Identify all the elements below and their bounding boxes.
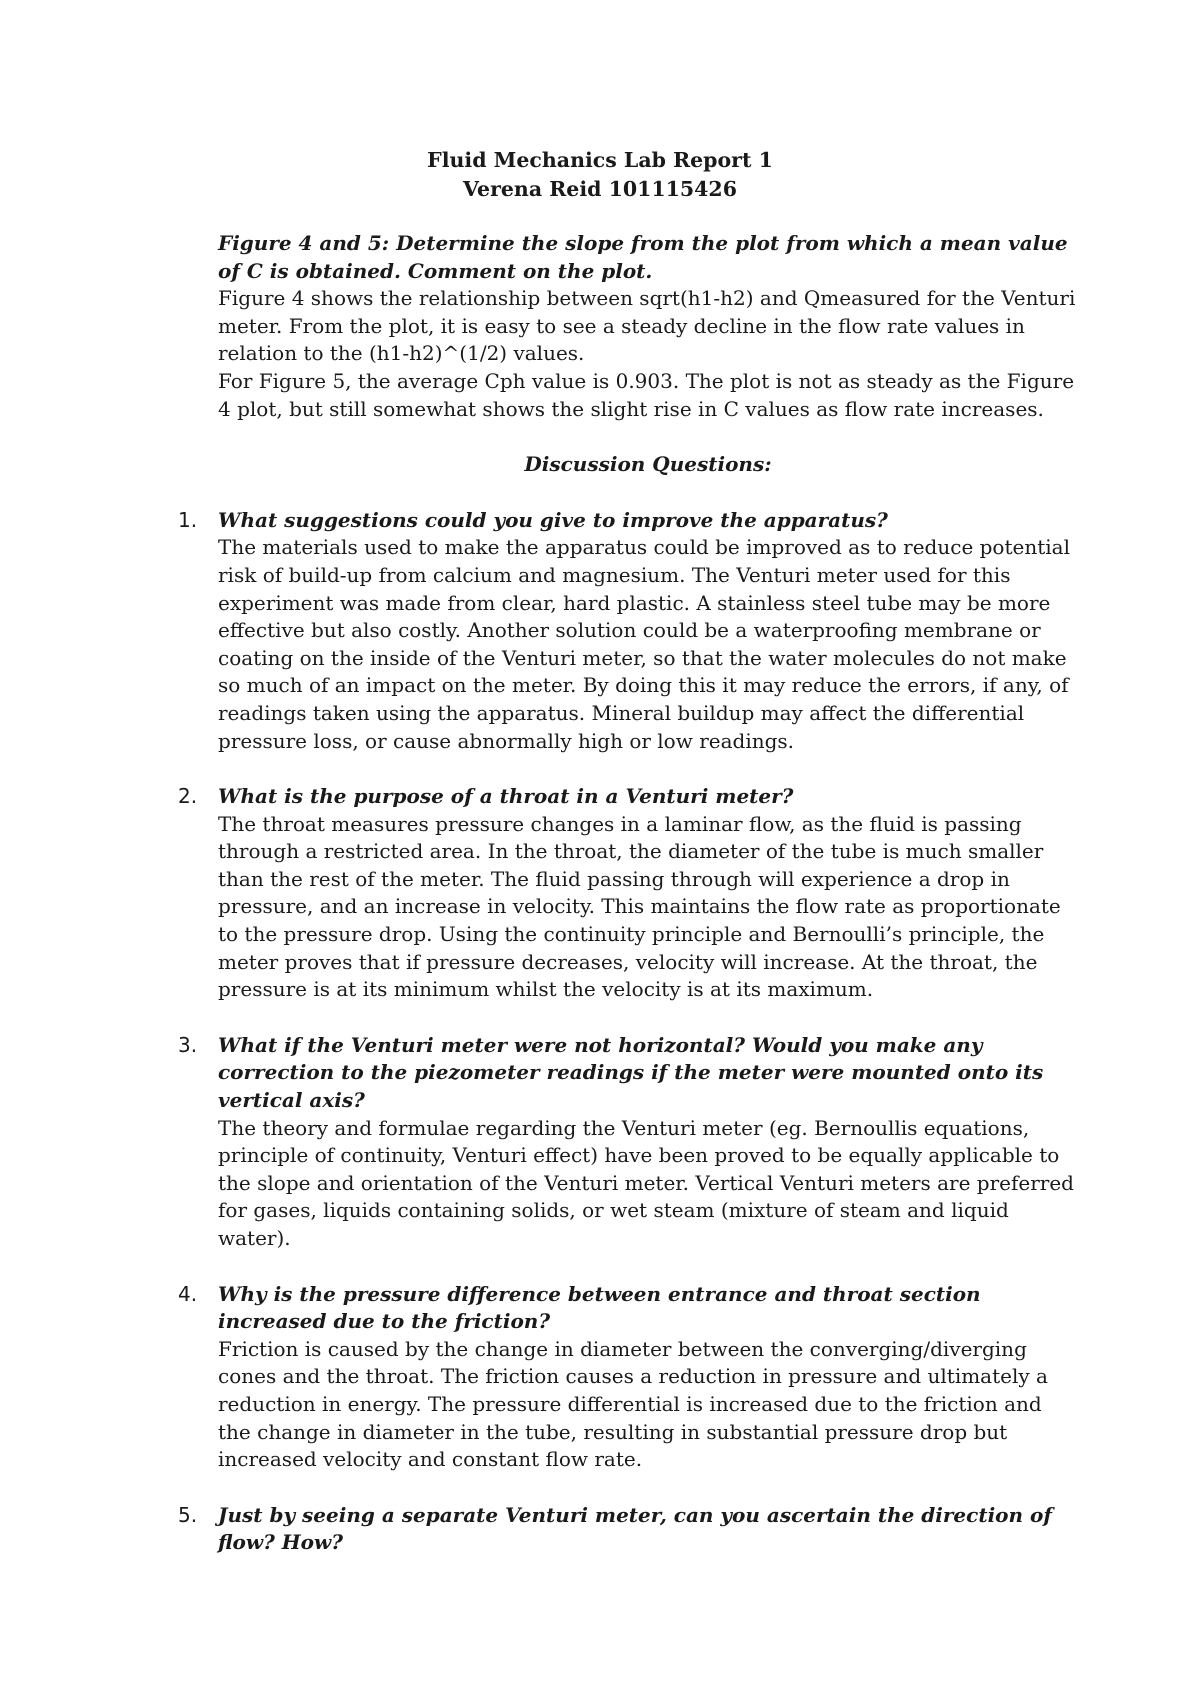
question-text: What if the Venturi meter were not horizontal? Would you make any correction to the piezometer readings if the meter were mounted onto its vertical axis? xyxy=(218,1032,1044,1113)
question-text: Why is the pressure difference between entrance and throat section increased due to the friction? xyxy=(218,1281,981,1334)
question-answer: The theory and formulae regarding the Venturi meter (eg. Bernoullis equations, principle of continuity, Venturi effect) have been proved to be equally applicable to the slope and orientation of the Venturi meter. Vertical Venturi meters are preferred for gases, liquids containing solids, or wet steam (mixture of steam and liquid water). xyxy=(218,1115,1074,1250)
report-title: Fluid Mechanics Lab Report 1 xyxy=(427,148,773,172)
intro-paragraph-2: For Figure 5, the average Cph value is 0.903. The plot is not as steady as the Figure 4 plot, but still somewhat shows the slight rise in C values as flow rate increases. xyxy=(218,368,1075,421)
question-number: 1. xyxy=(178,507,198,532)
intro-question: Figure 4 and 5: Determine the slope from the plot from which a mean value of C is obtained. Comment on the plot. xyxy=(218,231,1068,283)
question-item-2 xyxy=(178,783,1078,1004)
question-answer: The materials used to make the apparatus could be improved as to reduce potential risk of build-up from calcium and magnesium. The Venturi meter used for this experiment was made from clear, hard plastic. A stainless steel tube may be more effective but also costly. Another solution could be a waterproofing membrane or coating on the inside of the Venturi meter, so that the water molecules do not make so much of an impact on the meter. By doing this it may reduce the errors, if any, of readings taken using the apparatus. Mineral buildup may affect the differential pressure loss, or cause abnormally high or low readings. xyxy=(218,535,1070,753)
question-item-3 xyxy=(178,1032,1078,1253)
question-number: 4. xyxy=(178,1281,198,1306)
title-block xyxy=(0,146,1200,204)
question-answer: The throat measures pressure changes in a laminar flow, as the fluid is passing through a restricted area. In the throat, the diameter of the tube is much smaller than the rest of the meter. The fluid passing through will experience a drop in pressure, and an increase in velocity. This maintains the flow rate as proportionate to the pressure drop. Using the continuity principle and Bernoulli’s principle, the meter proves that if pressure decreases, velocity will increase. At the throat, the pressure is at its minimum whilst the velocity is at its maximum. xyxy=(218,811,1061,1002)
author-line: Verena Reid 101115426 xyxy=(463,177,737,201)
question-number: 5. xyxy=(178,1502,198,1527)
question-item-5 xyxy=(178,1502,1078,1557)
question-text: What is the purpose of a throat in a Venturi meter? xyxy=(218,784,794,809)
question-item-4 xyxy=(178,1281,1078,1474)
discussion-heading: Discussion Questions: xyxy=(524,452,772,477)
intro-paragraph-1: Figure 4 shows the relationship between sqrt(h1-h2) and Qmeasured for the Venturi meter. From the plot, it is easy to see a steady decline in the flow rate values in relation to the (h1-h2)^(1/2) values. xyxy=(218,286,1076,366)
question-number: 2. xyxy=(178,784,198,809)
question-item-1 xyxy=(178,507,1078,755)
question-answer: Friction is caused by the change in diameter between the converging/diverging cones and the throat. The friction causes a reduction in pressure and ultimately a reduction in energy. The pressure differential is increased due to the friction and the change in diameter in the tube, resulting in substantial pressure drop but increased velocity and constant flow rate. xyxy=(218,1336,1048,1472)
question-text: Just by seeing a separate Venturi meter, can you ascertain the direction of flow? How? xyxy=(218,1502,1052,1555)
question-number: 3. xyxy=(178,1032,198,1057)
document-body xyxy=(178,230,1078,1585)
question-text: What suggestions could you give to improve the apparatus? xyxy=(218,507,888,532)
